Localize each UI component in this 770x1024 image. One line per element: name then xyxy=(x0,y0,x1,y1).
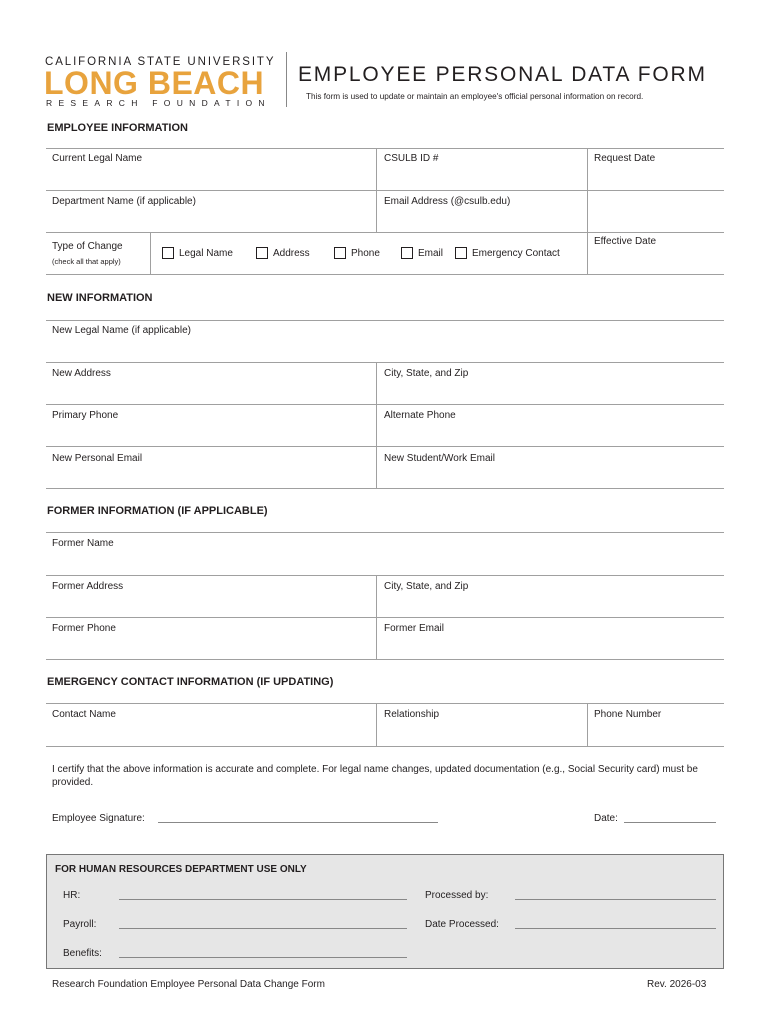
processed-by-label: Processed by: xyxy=(425,890,489,901)
address-checkbox[interactable] xyxy=(256,247,268,259)
divider xyxy=(46,617,724,618)
divider xyxy=(46,703,724,704)
divider xyxy=(46,659,724,660)
footer-revision: Rev. 2026-03 xyxy=(647,979,707,990)
divider xyxy=(46,575,724,576)
form-subtitle: This form is used to update or maintain an employee's official personal information on record. xyxy=(306,92,644,101)
divider xyxy=(46,320,724,321)
csulb-id-field[interactable]: CSULB ID # xyxy=(384,153,439,164)
request-date-field[interactable]: Request Date xyxy=(594,153,656,164)
divider xyxy=(46,404,724,405)
divider xyxy=(150,232,151,274)
section-heading-new-info: NEW INFORMATION xyxy=(47,292,153,304)
relationship-field[interactable]: Relationship xyxy=(384,709,440,720)
department-name-field[interactable]: Department Name (if applicable) xyxy=(52,196,196,207)
date-processed-line[interactable] xyxy=(515,928,716,929)
former-address-field[interactable]: Former Address xyxy=(52,581,124,592)
logo-long-beach: LONG BEACH xyxy=(44,65,265,101)
header-divider xyxy=(286,52,287,107)
date-line[interactable] xyxy=(624,822,716,823)
section-heading-employee-info: EMPLOYEE INFORMATION xyxy=(47,122,188,134)
section-heading-former-info: FORMER INFORMATION (IF APPLICABLE) xyxy=(47,505,268,517)
former-email-field[interactable]: Former Email xyxy=(384,623,445,634)
certification-statement: I certify that the above information is accurate and complete. For legal name changes, updated documentation (e.g., Social Security card) must be provided. xyxy=(52,764,698,788)
divider xyxy=(376,362,377,488)
logo-university-name: CALIFORNIA STATE UNIVERSITY xyxy=(45,56,276,68)
date-label: Date: xyxy=(594,813,618,824)
divider xyxy=(46,190,724,191)
new-legal-name-field[interactable]: New Legal Name (if applicable) xyxy=(52,325,191,336)
divider xyxy=(376,190,377,232)
emergency-contact-option-label: Emergency Contact xyxy=(472,248,560,259)
hr-box-heading: FOR HUMAN RESOURCES DEPARTMENT USE ONLY xyxy=(55,864,307,875)
divider xyxy=(46,232,724,233)
former-city-state-zip-field[interactable]: City, State, and Zip xyxy=(384,581,469,592)
processed-by-line[interactable] xyxy=(515,899,716,900)
phone-checkbox[interactable] xyxy=(334,247,346,259)
new-address-field[interactable]: New Address xyxy=(52,368,111,379)
payroll-label: Payroll: xyxy=(63,919,97,930)
hr-label: HR: xyxy=(63,890,81,901)
employee-signature-label: Employee Signature: xyxy=(52,813,145,824)
footer-form-name: Research Foundation Employee Personal Data Change Form xyxy=(52,979,325,990)
divider xyxy=(46,362,724,363)
current-legal-name-field[interactable]: Current Legal Name xyxy=(52,153,143,164)
divider xyxy=(46,148,724,149)
employee-signature-line[interactable] xyxy=(158,822,438,823)
phone-number-field[interactable]: Phone Number xyxy=(594,709,662,720)
divider xyxy=(46,532,724,533)
divider xyxy=(46,446,724,447)
date-processed-label: Date Processed: xyxy=(425,919,499,930)
new-personal-email-field[interactable]: New Personal Email xyxy=(52,453,143,464)
email-checkbox[interactable] xyxy=(401,247,413,259)
section-heading-emergency-contact: EMERGENCY CONTACT INFORMATION (IF UPDATING) xyxy=(47,676,334,688)
divider xyxy=(587,148,588,274)
type-of-change-label: Type of Change xyxy=(52,241,123,252)
primary-phone-field[interactable]: Primary Phone xyxy=(52,410,119,421)
divider xyxy=(376,703,377,746)
divider xyxy=(46,274,724,275)
email-option-label: Email xyxy=(418,248,444,259)
divider xyxy=(46,746,724,747)
legal-name-checkbox[interactable] xyxy=(162,247,174,259)
payroll-line[interactable] xyxy=(119,928,407,929)
new-city-state-zip-field[interactable]: City, State, and Zip xyxy=(384,368,469,379)
contact-name-field[interactable]: Contact Name xyxy=(52,709,116,720)
divider xyxy=(376,148,377,190)
benefits-label: Benefits: xyxy=(63,948,102,959)
legal-name-option-label: Legal Name xyxy=(179,248,233,259)
emergency-contact-checkbox[interactable] xyxy=(455,247,467,259)
form-title: EMPLOYEE PERSONAL DATA FORM xyxy=(298,63,707,86)
divider xyxy=(587,703,588,746)
former-phone-field[interactable]: Former Phone xyxy=(52,623,116,634)
hr-line[interactable] xyxy=(119,899,407,900)
effective-date-field[interactable]: Effective Date xyxy=(594,236,657,247)
phone-option-label: Phone xyxy=(351,248,380,259)
logo-research-foundation: RESEARCH FOUNDATION xyxy=(46,98,271,108)
new-student-work-email-field[interactable]: New Student/Work Email xyxy=(384,453,495,464)
former-name-field[interactable]: Former Name xyxy=(52,538,114,549)
divider xyxy=(46,488,724,489)
email-address-field[interactable]: Email Address (@csulb.edu) xyxy=(384,196,511,207)
benefits-line[interactable] xyxy=(119,957,407,958)
alternate-phone-field[interactable]: Alternate Phone xyxy=(384,410,456,421)
check-all-hint: (check all that apply) xyxy=(52,257,121,266)
address-option-label: Address xyxy=(273,248,310,259)
